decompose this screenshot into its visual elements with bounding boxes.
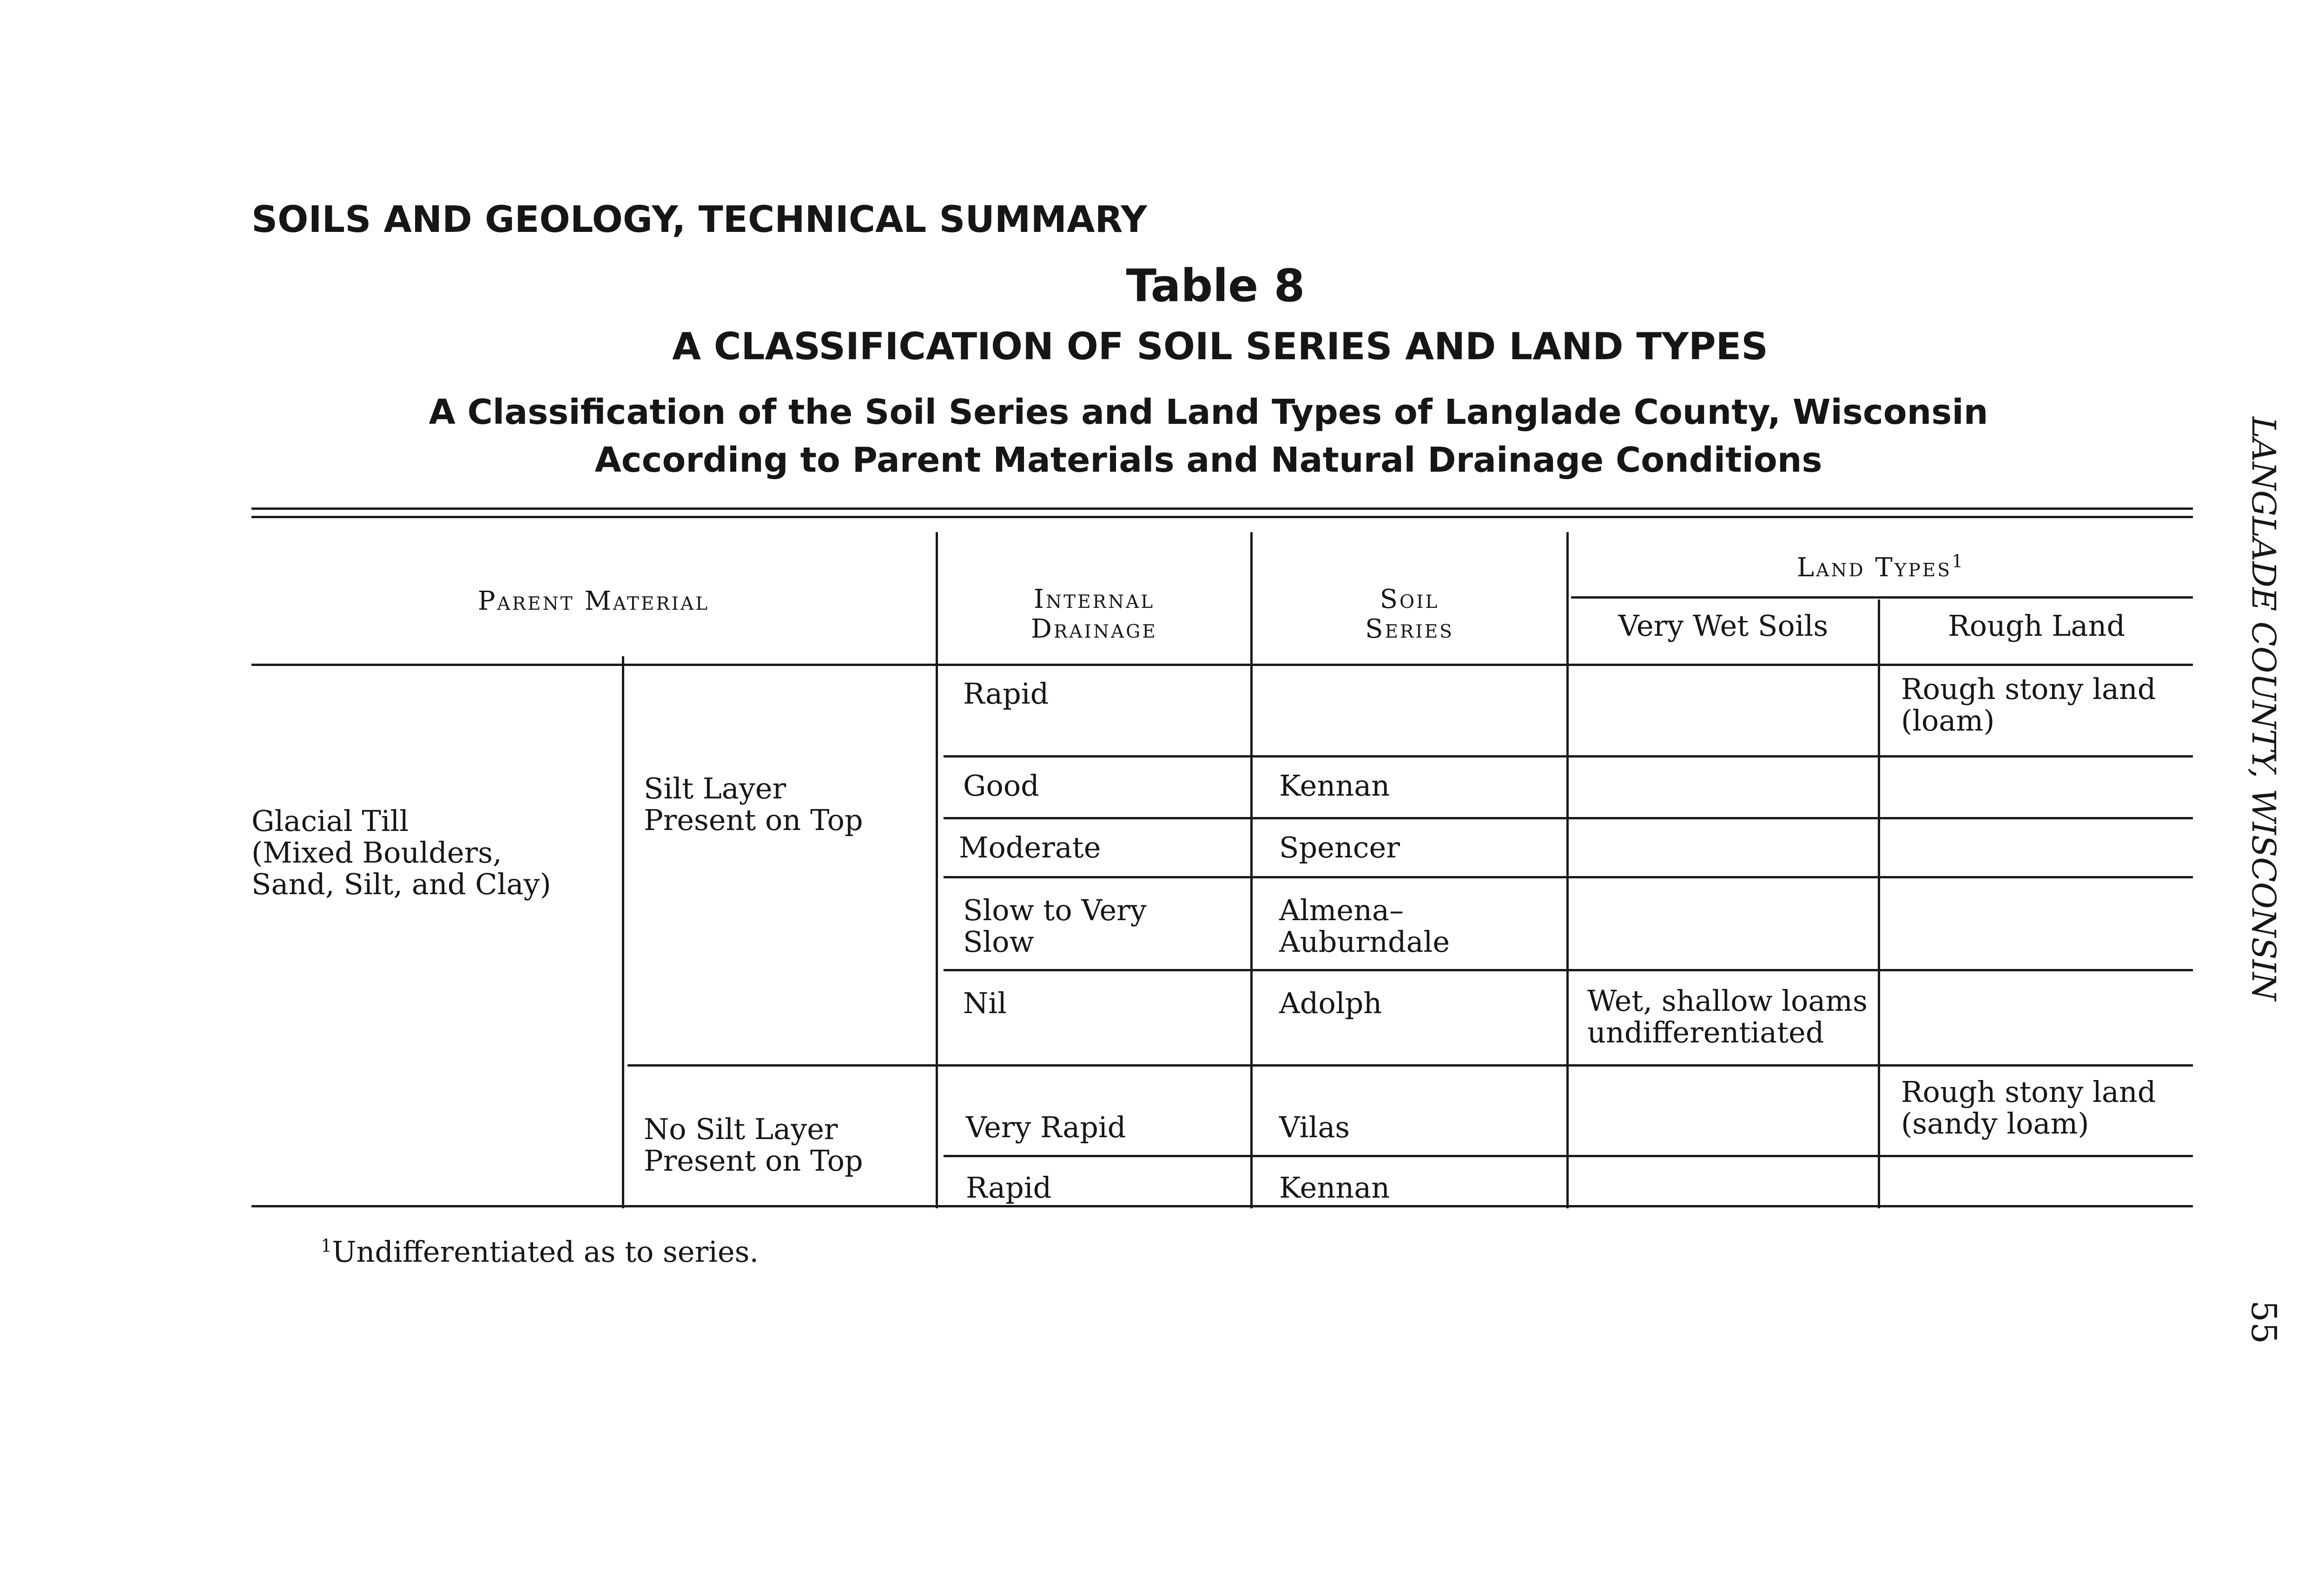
header-parent-material: Parent Material: [477, 586, 710, 616]
series-cell: Kennan: [1279, 1171, 1390, 1205]
header-soil-series-line-2: Series: [1365, 614, 1454, 644]
header-land-types: [1569, 553, 2193, 583]
row-rule-3: [944, 876, 2193, 878]
drainage-cell: Rapid: [963, 677, 1049, 711]
header-soil-series: [1253, 585, 1566, 644]
rough-land-cell: Rough stony land (loam): [1901, 672, 2156, 738]
series-cell: Spencer: [1279, 830, 1400, 864]
header-bottom-rule: [251, 664, 2193, 666]
drainage-cell: Slow to Very Slow: [963, 893, 1147, 959]
group-label-no-silt-layer: No Silt Layer Present on Top: [644, 1112, 863, 1178]
parent-material-glacial-till: Glacial Till (Mixed Boulders, Sand, Silt, and Clay): [251, 804, 551, 901]
table-top-rule-2: [251, 516, 2193, 518]
series-cell: Almena– Auburndale: [1279, 893, 1450, 959]
row-rule-2: [944, 817, 2193, 819]
table-title: A CLASSIFICATION OF SOIL SERIES AND LAND TYPES: [672, 325, 1768, 368]
series-cell: Vilas: [1279, 1110, 1350, 1144]
header-very-wet-soils: Very Wet Soils: [1618, 609, 1829, 643]
running-head: SOILS AND GEOLOGY, TECHNICAL SUMMARY: [251, 199, 1147, 241]
column-divider-sub: [622, 656, 624, 1208]
table-subtitle-line-2: According to Parent Materials and Natural Drainage Conditions: [594, 440, 1822, 480]
drainage-cell: Nil: [963, 986, 1007, 1020]
drainage-cell: Moderate: [959, 830, 1101, 864]
rough-land-cell: Rough stony land (sandy loam): [1901, 1075, 2156, 1140]
header-rough-land: Rough Land: [1948, 609, 2126, 643]
row-rule-1: [944, 755, 2193, 758]
footnote-text: Undifferentiated as to series.: [332, 1235, 759, 1269]
drainage-cell: Very Rapid: [966, 1110, 1126, 1144]
series-cell: Adolph: [1279, 986, 1382, 1020]
header-land-types-label: Land Types: [1796, 553, 1952, 583]
header-internal-drainage-line-2: Drainage: [1031, 614, 1157, 644]
side-running-title: LANGLADE COUNTY, WISCONSIN: [2245, 416, 2283, 1001]
footnote: [321, 1235, 759, 1269]
very-wet-cell: Wet, shallow loams undifferentiated: [1587, 984, 1868, 1049]
group-label-silt-layer: Silt Layer Present on Top: [644, 771, 863, 837]
page-number: 55: [2244, 1300, 2284, 1344]
table-subtitle-line-1: A Classification of the Soil Series and Land Types of Langlade County, Wisconsin: [429, 392, 1988, 432]
drainage-cell: Good: [963, 769, 1039, 803]
row-rule-4: [944, 969, 2193, 971]
land-types-underline: [1571, 596, 2193, 599]
header-internal-drainage: [938, 585, 1250, 644]
drainage-cell: Rapid: [966, 1171, 1052, 1205]
series-cell: Kennan: [1279, 769, 1390, 803]
group-rule: [627, 1064, 2193, 1067]
table-number: Table 8: [1126, 260, 1305, 312]
column-divider-4: [1878, 600, 1880, 1208]
header-soil-series-line-1: Soil: [1380, 584, 1439, 614]
footnote-marker: 1: [321, 1235, 332, 1256]
table-top-rule-1: [251, 507, 2193, 510]
header-internal-drainage-line-1: Internal: [1033, 584, 1155, 614]
header-land-types-footnote-marker: 1: [1951, 551, 1965, 572]
row-rule-5: [944, 1155, 2193, 1157]
table-bottom-rule: [251, 1205, 2193, 1207]
